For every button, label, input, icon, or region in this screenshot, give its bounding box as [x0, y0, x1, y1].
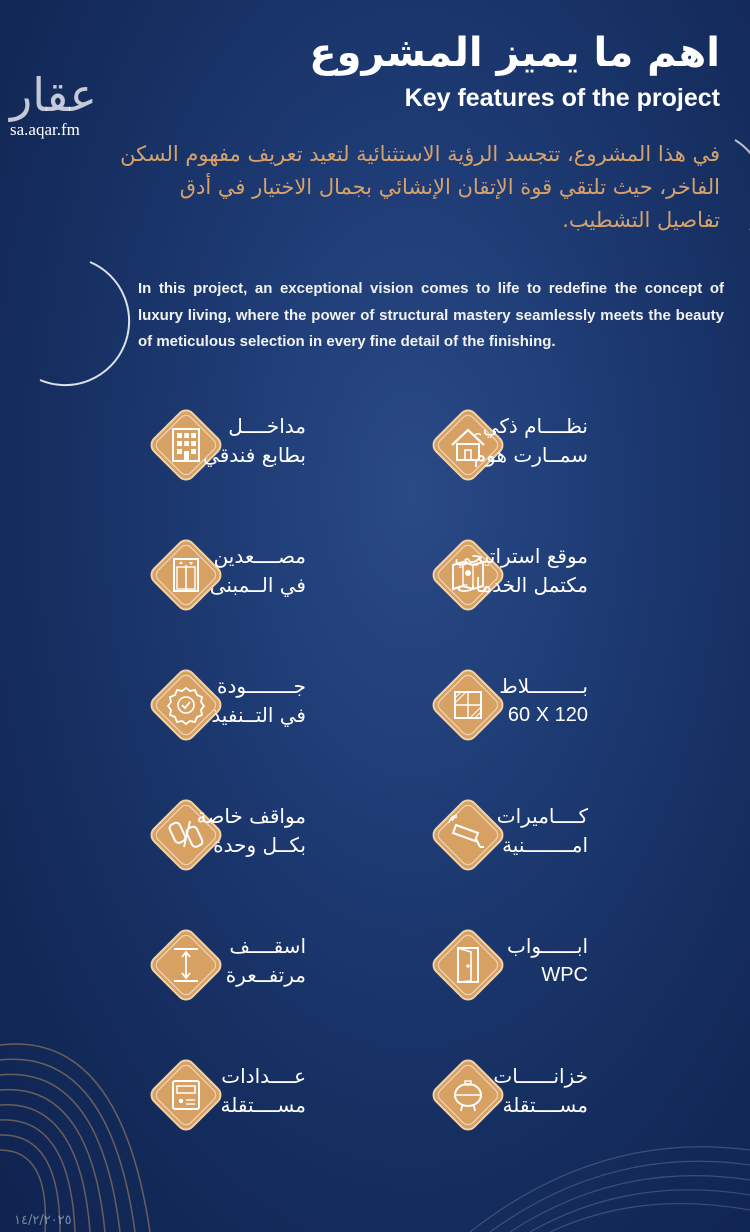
feature-label: [418, 542, 588, 600]
feature-label-line1: نظــــام ذكي: [482, 414, 588, 438]
feature-label: [418, 412, 588, 470]
feature-label-line2: 60 X 120: [507, 704, 588, 726]
feature-item: [420, 1050, 750, 1140]
feature-label-line2: مســــتقلة: [220, 1093, 306, 1117]
feature-label-line2: بطابع فندقي: [203, 443, 306, 467]
feature-item: [420, 920, 750, 1010]
intro-text-arabic: في هذا المشروع، تتجسد الرؤية الاستثنائية لتعيد تعريف مفهوم السكن الفاخر، حيث تلتقي قوة الإتقان الإنشائي بجمال الاختيار في أدق تفاصيل التشطيب.: [120, 142, 720, 232]
date-mark: ١٤/٢/٢٠٢٥: [14, 1213, 72, 1228]
watermark-logo: عقار: [10, 68, 97, 122]
feature-label: [136, 1062, 306, 1120]
feature-label-line2: مســــتقلة: [502, 1093, 588, 1117]
feature-label: [136, 802, 306, 860]
feature-label-line1: ابــــــواب: [507, 934, 588, 958]
page-title-arabic: اهم ما يميز المشروع: [309, 30, 720, 76]
page-title-english: Key features of the project: [404, 84, 720, 112]
watermark-url: sa.aqar.fm: [10, 120, 80, 139]
feature-label: [136, 542, 306, 600]
feature-label-line1: عــــدادات: [221, 1064, 306, 1088]
feature-label-line2: في الــمبنى: [209, 573, 306, 597]
feature-item: [420, 790, 750, 880]
feature-label-line2: بكــل وحدة: [213, 833, 306, 857]
feature-label-line2: في التــنفيذ: [211, 703, 306, 727]
feature-label-line1: اسقــــف: [229, 934, 306, 958]
feature-label-line1: بـــــــــلاط: [499, 674, 588, 698]
feature-label-line1: موقع استراتيجي: [454, 544, 588, 568]
feature-label-line1: خزانــــــات: [493, 1064, 588, 1088]
feature-item: [420, 400, 750, 490]
feature-label-line1: كــــاميرات: [496, 804, 588, 828]
feature-label: [418, 672, 588, 730]
feature-label: [136, 932, 306, 990]
feature-label-line1: مواقف خاصة: [196, 804, 306, 828]
feature-label-line2: امــــــــنية: [502, 833, 588, 857]
intro-text-english: In this project, an exceptional vision comes to life to redefine the concept of luxury living, where the power of structural mastery seamlessly meets the beauty of meticulous selection in every fine detail of the finishing.: [138, 280, 724, 350]
feature-label-line1: مصــــعدين: [213, 544, 306, 568]
feature-label: [418, 932, 588, 990]
aqar-watermark: [10, 68, 97, 140]
feature-label-line2: مكتمل الخدمات: [456, 573, 588, 597]
feature-label: [418, 1062, 588, 1120]
feature-label: [418, 802, 588, 860]
feature-label-line2: مرتفــعرة: [225, 963, 306, 987]
feature-item: [420, 530, 750, 620]
feature-label-line2: WPC: [541, 964, 588, 986]
feature-label-line1: جــــــــودة: [217, 674, 306, 698]
feature-label: [136, 672, 306, 730]
feature-item: [420, 660, 750, 750]
feature-label-line2: سمــارت هوم: [473, 443, 588, 467]
feature-label: [136, 412, 306, 470]
feature-label-line1: مداخــــل: [228, 414, 306, 438]
